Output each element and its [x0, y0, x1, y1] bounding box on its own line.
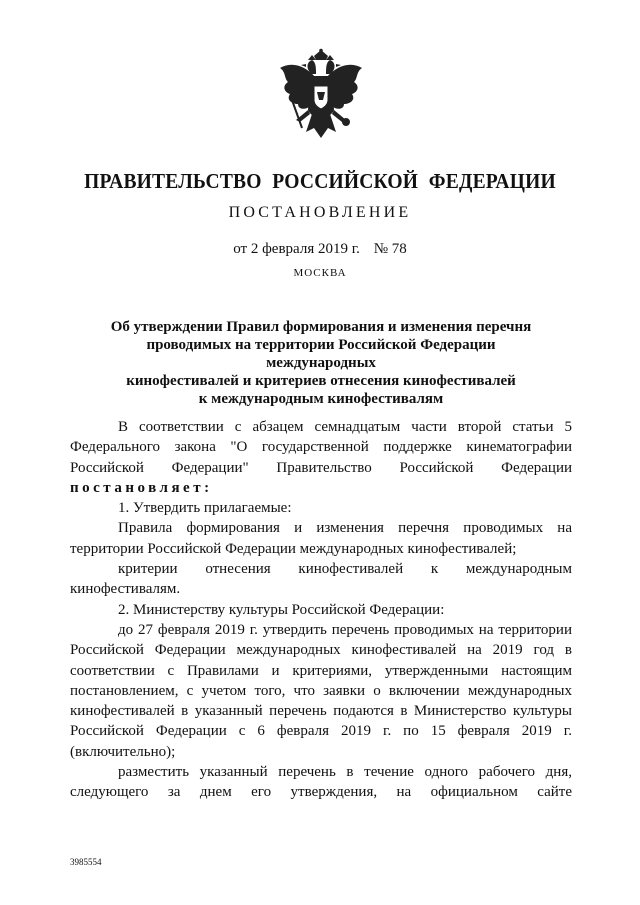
document-number: № 78	[373, 241, 407, 257]
document-type: ПОСТАНОВЛЕНИЕ	[228, 204, 412, 221]
city-label: МОСКВА	[293, 267, 347, 279]
item-2-approve: до 27 февраля 2019 г. утвердить перечень проводимых на территории Российской Федерации международных кинофестивалей на 2019 год в соответствии с Правилами и критериями, утвержденными настоящим постановлением, с учетом того, что заявки о включении международных кинофестивалей в указанный перечень подаются в Министерство культуры Российской Федерации с 6 февраля 2019 г. по 15 февраля 2019 г. (включительно);	[70, 621, 572, 760]
resolution-heading	[90, 318, 552, 408]
document-body	[70, 417, 572, 803]
decides-label: постановляет:	[70, 479, 213, 496]
government-title: ПРАВИТЕЛЬСТВО РОССИЙСКОЙ ФЕДЕРАЦИИ	[84, 169, 556, 193]
preamble-paragraph: В соответствии с абзацем семнадцатым части второй статьи 5 Федерального закона "О государственной поддержке кинематографии Российской Федерации" Правительство Российской Федерации	[70, 419, 572, 476]
item-2: 2. Министерству культуры Российской Федерации:	[118, 601, 445, 618]
heading-line: проводимых на территории Российской Федерации международных	[146, 337, 496, 371]
date-number-line	[0, 241, 640, 258]
item-1-criteria: критерии отнесения кинофестивалей к международным кинофестивалям.	[70, 561, 572, 598]
heading-line: к международным кинофестивалям	[198, 391, 444, 407]
heading-line: кинофестивалей и критериев отнесения кинофестивалей	[126, 373, 516, 389]
heading-line: Об утверждении Правил формирования и изменения перечня	[110, 319, 532, 335]
document-id: 3985554	[70, 857, 102, 867]
coat-of-arms-emblem	[276, 48, 366, 152]
item-1: 1. Утвердить прилагаемые:	[118, 500, 292, 517]
item-1-rules: Правила формирования и изменения перечня проводимых на территории Российской Федерации международных кинофестивалей;	[70, 520, 572, 557]
document-date: от 2 февраля 2019 г.	[233, 241, 360, 257]
item-2-publish: разместить указанный перечень в течение одного рабочего дня, следующего за днем его утверждения, на официальном сайте	[70, 764, 572, 801]
